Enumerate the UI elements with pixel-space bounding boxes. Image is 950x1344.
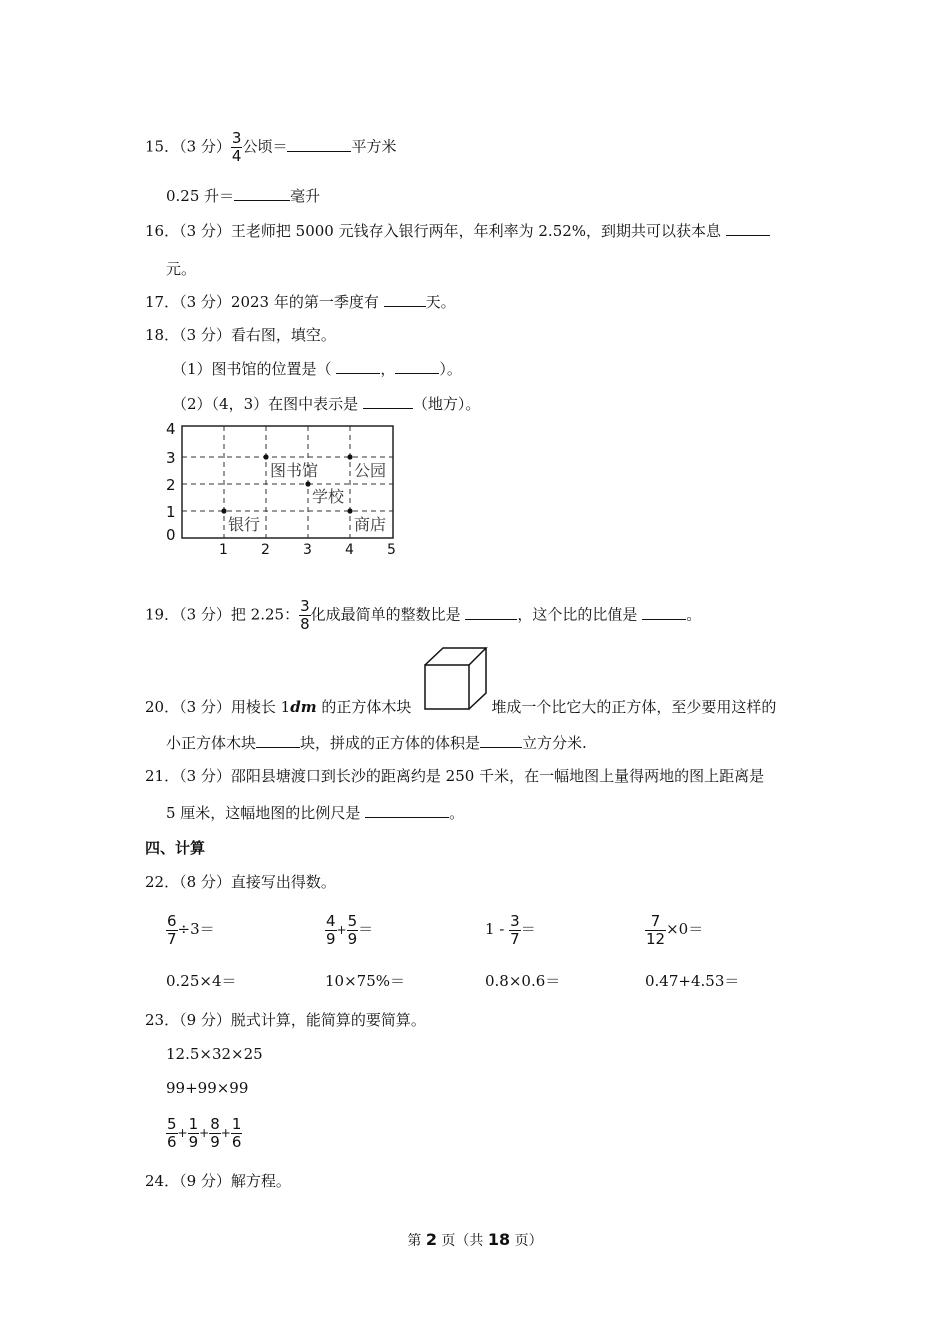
y-tick-label: 3 xyxy=(166,449,176,467)
location-dot xyxy=(263,454,268,459)
q22-expr-6: 10×75%＝ xyxy=(325,972,405,990)
location-label: 商店 xyxy=(354,515,387,534)
q21-line2: 5 厘米，这幅地图的比例尺是 。 xyxy=(166,804,465,822)
q23: 23．（9 分）脱式计算，能简算的要简算。 xyxy=(145,1011,426,1029)
q16-line1: 16．（3 分）王老师把 5000 元钱存入银行两年，年利率为 2.52%，到期共可以获本息 xyxy=(145,221,770,241)
q22-expr-3: 1 - $\frac{3}{7}$ ＝ xyxy=(485,911,536,948)
answer-blank[interactable] xyxy=(395,359,439,374)
x-tick-label: 2 xyxy=(261,542,270,558)
q15-line2: 0.25 升＝ 毫升 xyxy=(166,187,321,205)
section-heading: 四、计算 xyxy=(145,839,206,857)
y-tick-label: 2 xyxy=(166,476,176,494)
answer-blank[interactable] xyxy=(726,221,770,236)
q16-line2: 元。 xyxy=(166,260,197,278)
answer-blank[interactable] xyxy=(234,186,290,201)
location-dot xyxy=(305,481,310,486)
q23-expr-1: 12.5×32×25 xyxy=(166,1045,263,1063)
q20-line1: 20．（3 分）用棱长 1dm 的正方体木块 堆成一个比它大的正方体，至少要用这样的 xyxy=(145,698,777,716)
q22-expr-8: 0.47+4.53＝ xyxy=(645,972,740,990)
q23-expr-3: $\frac{5}{6}$ + $\frac{1}{9}$ + $\frac{8}{9}$ + $\frac{1}{6}$ xyxy=(167,1114,242,1151)
q18: 18．（3 分）看右图，填空。 xyxy=(145,326,336,344)
fraction: $\frac{3}{8}$ xyxy=(300,597,310,633)
grid-map xyxy=(160,418,410,558)
q22-expr-2: $\frac{4}{9}$ + $\frac{5}{9}$ ＝ xyxy=(326,911,374,948)
q21-line1: 21．（3 分）邵阳县塘渡口到长沙的距离约是 250 千米，在一幅地图上量得两地的图上距离是 xyxy=(145,767,765,785)
y-tick-label: 1 xyxy=(166,503,176,521)
q22: 22．（8 分）直接写出得数。 xyxy=(145,873,336,891)
q15-line1: 15．（3 分） $\frac{3}{4}$ 公顷＝ 平方米 xyxy=(145,129,397,165)
location-dot xyxy=(221,508,226,513)
answer-blank[interactable] xyxy=(336,359,380,374)
q22-expr-7: 0.8×0.6＝ xyxy=(485,972,561,990)
q18-sub1: （1）图书馆的位置是（ ， ）。 xyxy=(172,360,462,378)
page-footer: 第 2 页（共 18 页） xyxy=(407,1230,543,1249)
y-tick-label: 4 xyxy=(166,420,176,438)
answer-blank[interactable] xyxy=(642,605,686,620)
answer-blank[interactable] xyxy=(465,605,517,620)
x-tick-label: 3 xyxy=(303,542,312,558)
q17: 17．（3 分）2023 年的第一季度有 天。 xyxy=(145,293,456,311)
q22-expr-5: 0.25×4＝ xyxy=(166,972,237,990)
location-label: 公园 xyxy=(354,461,387,480)
answer-blank[interactable] xyxy=(287,137,351,152)
q19: 19．（3 分）把 2.25： $\frac{3}{8}$ 化成最简单的整数比是 ，这个比的比值是 。 xyxy=(145,597,702,633)
answer-blank[interactable] xyxy=(363,394,413,409)
answer-blank[interactable] xyxy=(384,292,426,307)
q24: 24．（9 分）解方程。 xyxy=(145,1172,291,1190)
location-dot xyxy=(347,508,352,513)
q22-expr-4: $\frac{7}{12}$ ×0＝ xyxy=(646,911,704,948)
q20-line2: 小正方体木块 块，拼成的正方体的体积是 立方分米. xyxy=(166,734,587,752)
location-label: 学校 xyxy=(312,487,345,506)
q18-sub2: （2）（4，3）在图中表示是 （地方）。 xyxy=(172,395,481,413)
y-tick-label: 0 xyxy=(166,526,176,544)
q23-expr-2: 99+99×99 xyxy=(166,1079,249,1097)
answer-blank[interactable] xyxy=(480,733,522,748)
location-label: 银行 xyxy=(228,515,261,534)
x-tick-label: 5 xyxy=(387,542,396,558)
answer-blank[interactable] xyxy=(256,733,300,748)
answer-blank[interactable] xyxy=(365,803,449,818)
location-label: 图书馆 xyxy=(270,461,319,480)
location-dot xyxy=(347,454,352,459)
q22-expr-1: $\frac{6}{7}$ ÷3＝ xyxy=(167,911,215,948)
x-tick-label: 4 xyxy=(345,542,354,558)
fraction: $\frac{3}{4}$ xyxy=(231,129,242,165)
x-tick-label: 1 xyxy=(219,542,228,558)
